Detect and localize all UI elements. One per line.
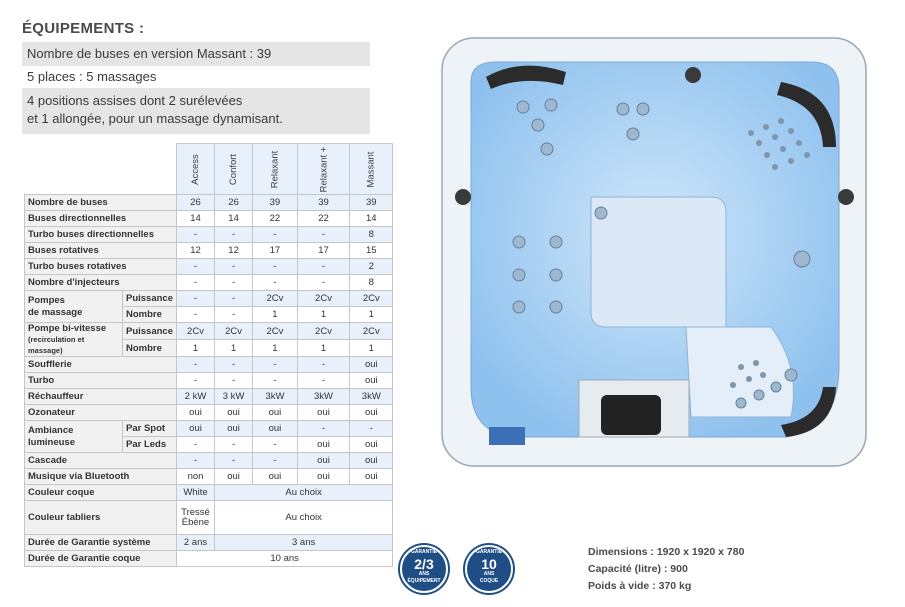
table-row: Pompe bi-vitesse (recirculation et massage) Puissance 2Cv 2Cv 2Cv 2Cv 2Cv bbox=[25, 323, 393, 340]
warranty-equipment-badge: GARANTIE 2/3 ANS ÉQUIPEMENT bbox=[400, 545, 448, 593]
table-row: Turbo - - - - oui bbox=[25, 373, 393, 389]
table-row: Nombre de buses 26 26 39 39 39 bbox=[25, 195, 393, 211]
table-row: Durée de Garantie coque 10 ans bbox=[25, 551, 393, 567]
table-row: Couleur coque White Au choix bbox=[25, 485, 393, 501]
table-row: Par Leds - - - oui oui bbox=[25, 437, 393, 453]
table-row: Pompes de massage Puissance - - 2Cv 2Cv 2Cv bbox=[25, 291, 393, 307]
warranty-shell-badge: GARANTIE 10 ANS COQUE bbox=[465, 545, 513, 593]
table-row: Turbo buses directionnelles - - - - 8 bbox=[25, 227, 393, 243]
col-massant: Massant bbox=[350, 144, 393, 195]
table-row: Cascade - - - oui oui bbox=[25, 453, 393, 469]
spa-top-view-image bbox=[441, 37, 867, 467]
spec-dimensions: Dimensions : 1920 x 1920 x 780 bbox=[588, 546, 745, 558]
feature-jets-count: Nombre de buses en version Massant : 39 bbox=[22, 42, 370, 66]
table-row: Buses directionnelles 14 14 22 22 14 bbox=[25, 211, 393, 227]
table-row: Ozonateur oui oui oui oui oui bbox=[25, 405, 393, 421]
table-header-row bbox=[25, 144, 393, 195]
col-relaxant: Relaxant bbox=[253, 144, 298, 195]
table-row: Nombre - - 1 1 1 bbox=[25, 307, 393, 323]
col-access: Access bbox=[177, 144, 215, 195]
table-row: Musique via Bluetooth non oui oui oui oui bbox=[25, 469, 393, 485]
section-title: ÉQUIPEMENTS : bbox=[22, 20, 145, 37]
table-row: Durée de Garantie système 2 ans 3 ans bbox=[25, 535, 393, 551]
table-row: Nombre 1 1 1 1 1 bbox=[25, 340, 393, 357]
table-row: Buses rotatives 12 12 17 17 15 bbox=[25, 243, 393, 259]
spec-capacity: Capacité (litre) : 900 bbox=[588, 563, 688, 575]
table-row: Couleur tabliers Tressé Ébène Au choix bbox=[25, 501, 393, 535]
col-relaxant-plus: Relaxant + bbox=[297, 144, 350, 195]
col-confort: Confort bbox=[215, 144, 253, 195]
table-row: Ambiance lumineuse Par Spot oui oui oui - - bbox=[25, 421, 393, 437]
table-row: Soufflerie - - - - oui bbox=[25, 357, 393, 373]
table-row: Réchauffeur 2 kW 3 kW 3kW 3kW 3kW bbox=[25, 389, 393, 405]
table-row: Turbo buses rotatives - - - - 2 bbox=[25, 259, 393, 275]
feature-seats: 5 places : 5 massages bbox=[27, 69, 157, 84]
feature-positions: 4 positions assises dont 2 surélevées et 1 allongée, pour un massage dynamisant. bbox=[22, 88, 370, 134]
spec-weight: Poids à vide : 370 kg bbox=[588, 580, 692, 592]
spec-table bbox=[24, 143, 393, 567]
table-row: Nombre d'injecteurs - - - - 8 bbox=[25, 275, 393, 291]
